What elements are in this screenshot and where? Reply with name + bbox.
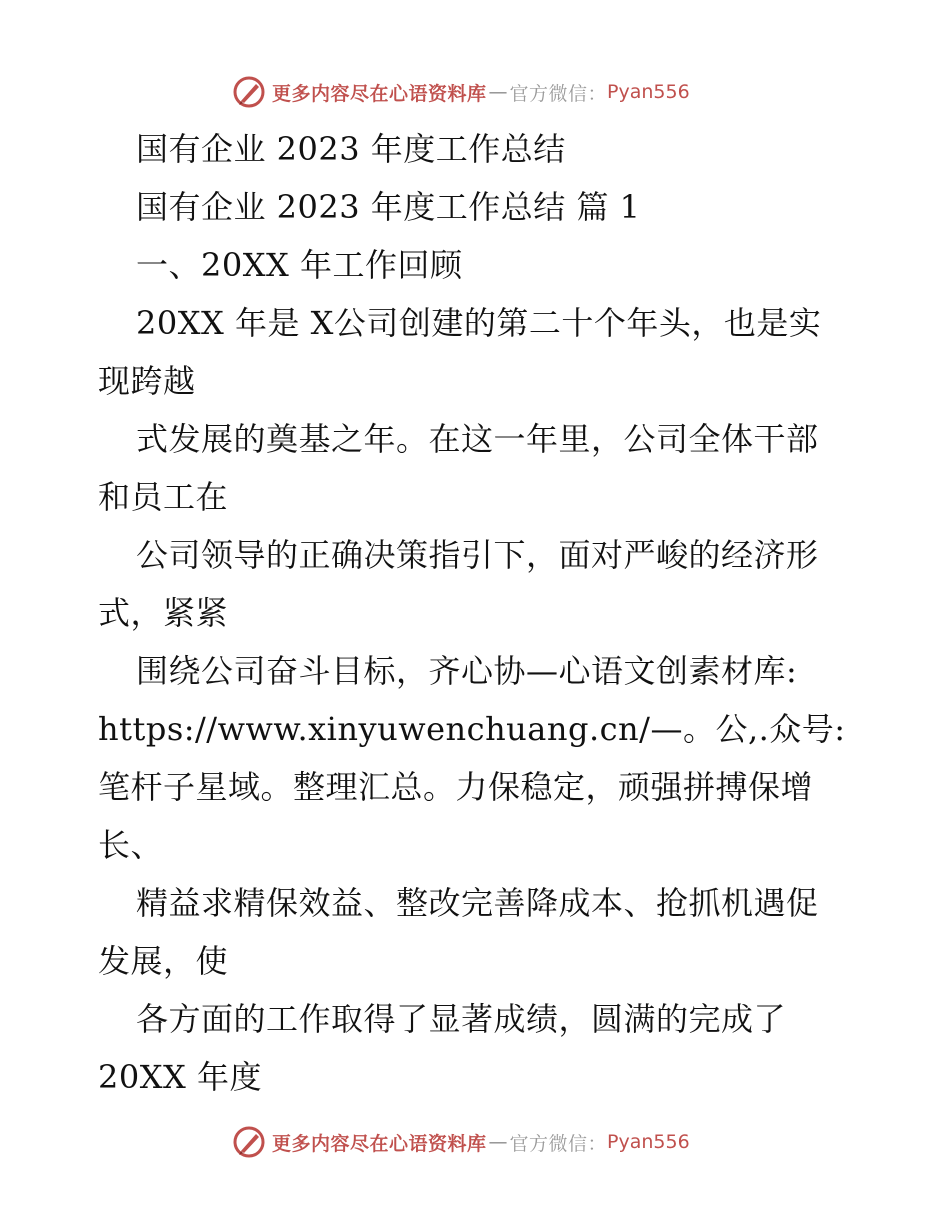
banner-separator: — [488,1131,508,1153]
paragraph-line: 现跨越 [98,362,196,400]
paragraph-line: 20XX 年度 [98,1058,262,1096]
paragraph-line: 式发展的奠基之年。在这一年里，公司全体干部 [136,420,819,458]
paragraph-line: 式，紧紧 [98,594,229,632]
banner-wechat-id: Pyan556 [607,1131,690,1153]
header-banner [232,72,752,112]
paragraph-line: 笔杆子星域。整理汇总。力保稳定，顽强拼搏保增 [98,768,814,806]
quill-pen-logo-icon [232,75,266,109]
quill-pen-logo-icon [232,1125,266,1159]
banner-separator: — [488,81,508,103]
banner-wechat-label: 官方微信： [509,82,608,105]
paragraph-line: https://www.xinyuwenchuang.cn/—。公,.众号: [98,710,846,748]
document-body [98,120,858,1106]
section-heading: 一、20XX 年工作回顾 [136,246,463,284]
paragraph-line: 围绕公司奋斗目标，齐心协—心语文创素材库: [136,652,798,690]
paragraph-line: 发展，使 [98,942,229,980]
banner-wechat-id: Pyan556 [607,81,690,103]
banner-wechat-label: 官方微信： [509,1132,608,1155]
paragraph-line: 精益求精保效益、整改完善降成本、抢抓机遇促 [136,884,819,922]
banner-main-text: 更多内容尽在心语资料库 [272,1132,487,1155]
paragraph-line: 长、 [98,826,164,864]
section-title: 国有企业 2023 年度工作总结 篇 1 [136,188,641,226]
banner-main-text: 更多内容尽在心语资料库 [272,82,487,105]
paragraph-line: 各方面的工作取得了显著成绩，圆满的完成了 [136,1000,787,1038]
document-title: 国有企业 2023 年度工作总结 [136,130,566,168]
paragraph-line: 20XX 年是 X公司创建的第二十个年头，也是实 [136,304,822,342]
paragraph-line: 和员工在 [98,478,229,516]
footer-banner [232,1122,752,1162]
paragraph-line: 公司领导的正确决策指引下，面对严峻的经济形 [136,536,819,574]
